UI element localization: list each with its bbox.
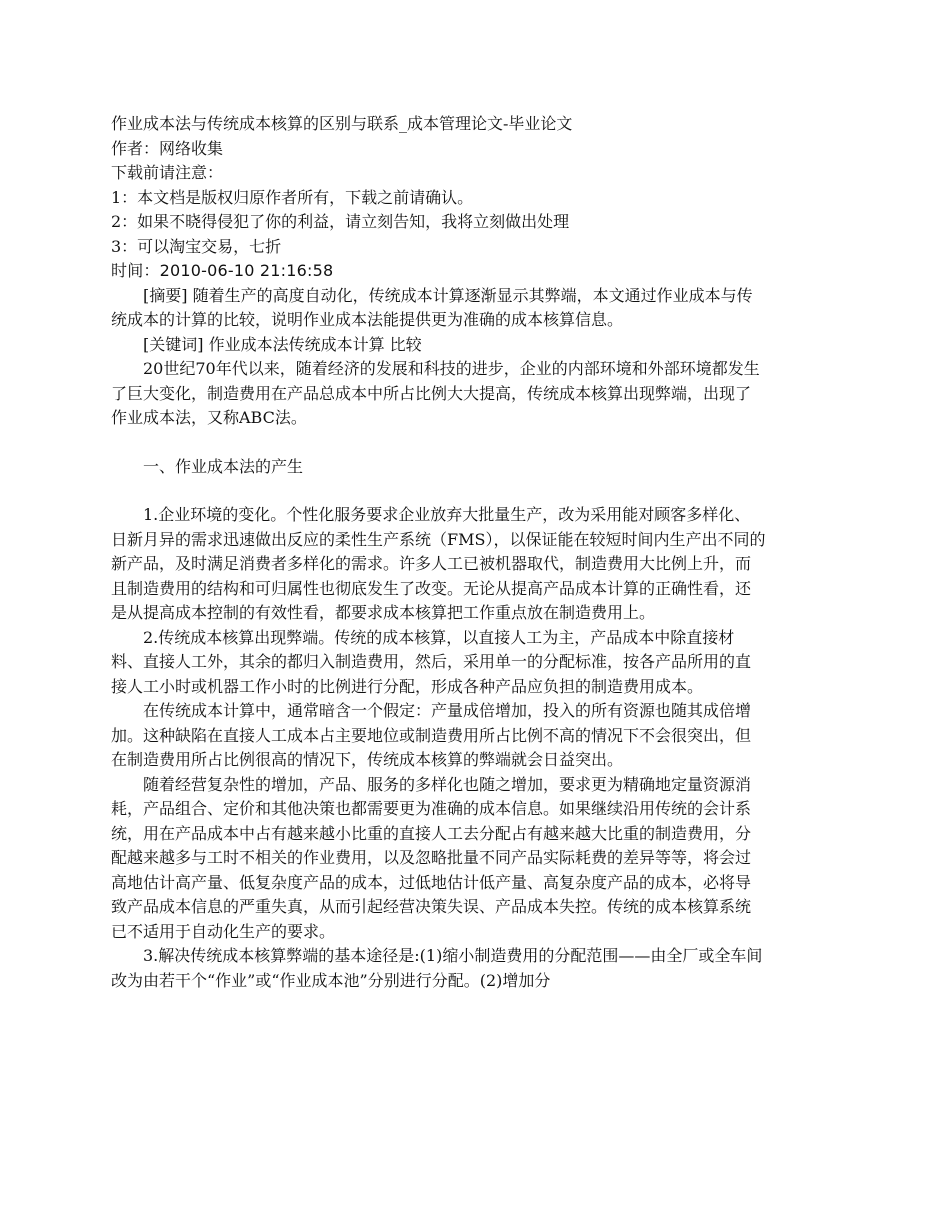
body-paragraph: 3.解决传统成本核算弊端的基本途径是:(1)缩小制造费用的分配范围——由全厂或全车间改为由若干个“作业”或“作业成本池”分别进行分配。(2)增加分 [111,946,763,990]
author-line: 作者：网络收集 [111,138,224,158]
abstract-paragraph: [摘要] 随着生产的高度自动化，传统成本计算逐渐显示其弊端，本文通过作业成本与传统成本的计算的比较，说明作业成本法能提供更为准确的成本核算信息。 [111,285,753,329]
section-heading: 一、作业成本法的产生 [143,456,304,476]
notice-item: 1：本文档是版权归原作者所有，下载之前请确认。 [111,187,474,207]
notice-item: 3：可以淘宝交易，七折 [111,236,282,256]
body-paragraph: 随着经营复杂性的增加，产品、服务的多样化也随之增加，要求更为精确地定量资源消耗，产品组合、定价和其他决策也都需要更为准确的成本信息。如果继续沿用传统的会计系统，用在产品成本中占有越来越小比重的直接人工去分配占有越来越大比重的制造费用，分配越来越多与工时不相关的作业费用，以及忽略批量不同产品实际耗费的差异等等，将会过高地估计高产量、低复杂度产品的成本，过低地估计低产量、高复杂度产品的成本，必将导致产品成本信息的严重失真，从而引起经营决策失误、产品成本失控。传统的成本核算系统已不适用于自动化生产的要求。 [111,774,752,941]
document-body [111,112,766,993]
intro-paragraph: 20世纪70年代以来，随着经济的发展和科技的进步，企业的内部环境和外部环境都发生了巨大变化，制造费用在产品总成本中所占比例大大提高，传统成本核算出现弊端，出现了作业成本法，又称ABC法。 [111,359,760,427]
body-paragraph: 在传统成本计算中，通常暗含一个假定：产量成倍增加，投入的所有资源也随其成倍增加。这种缺陷在直接人工成本占主要地位或制造费用所占比例不高的情况下不会很突出，但在制造费用所占比例很高的情况下，传统成本核算的弊端就会日益突出。 [111,701,752,769]
notice-heading: 下载前请注意： [111,163,224,182]
keywords-line: [关键词] 作业成本法传统成本计算 比较 [143,334,422,354]
spacer [111,479,766,503]
document-title: 作业成本法与传统成本核算的区别与联系_成本管理论文-毕业论文 [111,114,573,133]
spacer [111,431,766,455]
notice-item: 2：如果不晓得侵犯了你的利益，请立刻告知，我将立刻做出处理 [111,212,570,231]
timestamp: 时间：2010-06-10 21:16:58 [111,261,334,280]
body-paragraph: 1.企业环境的变化。个性化服务要求企业放弃大批量生产，改为采用能对顾客多样化、日新月异的需求迅速做出反应的柔性生产系统（FMS），以保证能在较短时间内生产出不同的新产品，及时满足消费者多样化的需求。许多人工已被机器取代，制造费用大比例上升，而且制造费用的结构和可归属性也彻底发生了改变。无论从提高产品成本计算的正确性看，还是从提高成本控制的有效性看，都要求成本核算把工作重点放在制造费用上。 [111,505,766,622]
body-paragraph: 2.传统成本核算出现弊端。传统的成本核算，以直接人工为主，产品成本中除直接材料、直接人工外，其余的都归入制造费用，然后，采用单一的分配标准，按各产品所用的直接人工小时或机器工作小时的比例进行分配，形成各种产品应负担的制造费用成本。 [111,627,752,696]
